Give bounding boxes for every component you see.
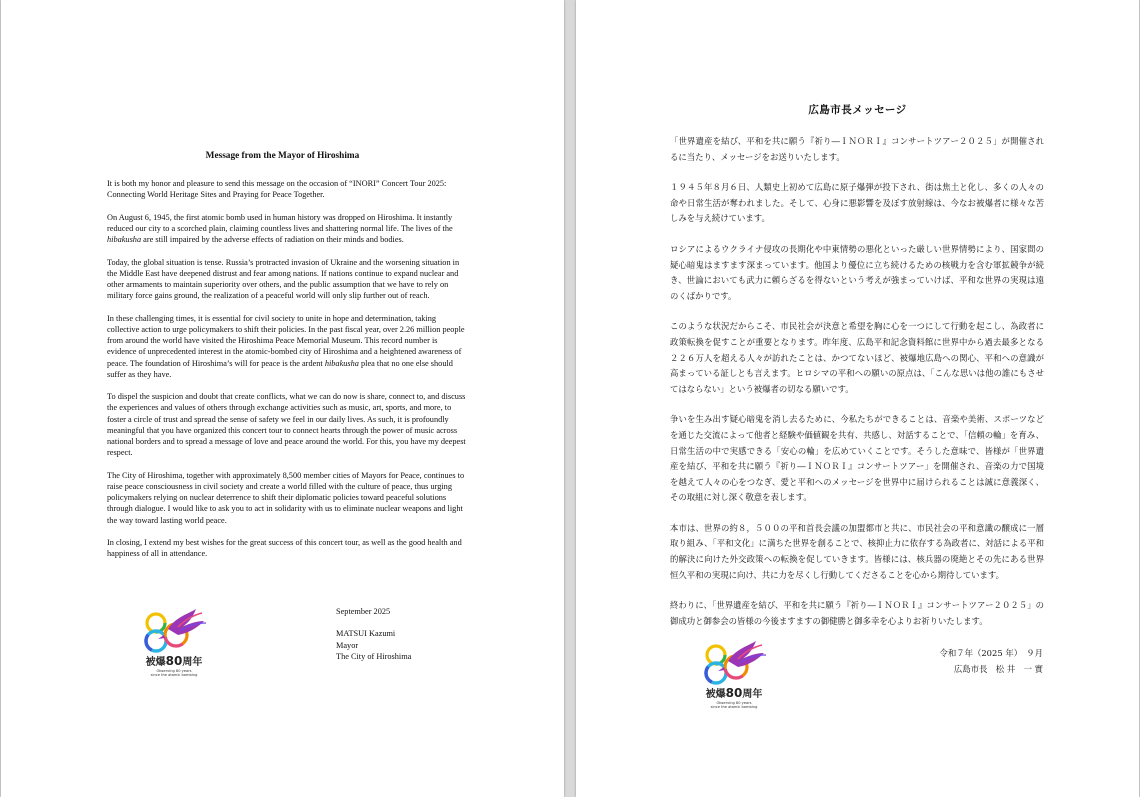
logo-subtitle <box>694 701 774 710</box>
peace-dove-icon <box>134 605 214 657</box>
english-p4-text-b: plea that no one else should suffer as they have. <box>107 358 453 379</box>
japanese-paragraph-4: このような状況だからこそ、市民社会が決意と希望を胸に心を一つにして行動を起こし、為政者に政策転換を促すことが重要となります。昨年度、広島平和記念資料館に世界中から過去最多となる２２６万人を超える人々が訪れたことは、かつてないほど、被爆地広島への関心、平和への意識が高まっている証しとも言えます。ヒロシマの平和への願いの原点は、「こんな思いは他の誰にもさせてはならない」という被爆者の切なる願いです。 <box>670 321 1044 394</box>
logo-text-hibaku: 被爆 <box>705 689 726 700</box>
logo-title <box>694 685 774 700</box>
english-body <box>107 178 469 571</box>
anniversary-logo <box>134 605 214 685</box>
english-p2-term: hibakusha <box>107 235 142 245</box>
english-city-name: The City of Hiroshima <box>336 651 412 661</box>
peace-dove-icon <box>694 637 774 689</box>
japanese-signature-block <box>939 646 1043 677</box>
english-paragraph-3: Today, the global situation is tense. Russia’s protracted invasion of Ukraine and the worsening situation in the Middle East have deepened distrust and fear among nations. If nations continue to expand nuclear and other armaments to maintain superiority over others, and the public assumption that we have to rely on military force gains ground, the realization of a peaceful world will only slip further out of reach. <box>107 257 460 301</box>
logo-text-shunen: 周年 <box>742 689 763 700</box>
japanese-date: 令和７年（2025 年） ９月 <box>939 648 1043 658</box>
logo-title <box>134 653 214 668</box>
japanese-body <box>670 134 1044 644</box>
english-mayor-role: Mayor <box>336 640 359 650</box>
english-signature-block <box>336 606 411 662</box>
japanese-paragraph-6: 本市は、世界の約８，５００の平和首長会議の加盟都市と共に、市民社会の平和意識の醸成に一層取り組み、「平和文化」に満ちた世界を創ることで、核抑止力に依存する為政者に、対話による平和的解決に向けた外交政策への転換を促していきます。皆様には、核兵器の廃絶とその先にある世界恒久平和の実現に向け、共に力を尽くし行動してくださることを心から期待しています。 <box>670 522 1044 580</box>
english-p4-text-a: In these challenging times, it is essential for civil society to unite in hope and determination, taking collective action to urge policymakers to shift their policies. In the past fiscal year, over 2.26 million people from around the world have visited the Hiroshima Peace Memorial Museum. This record number is evidence of unprecedented interest in the atomic-bombed city of Hiroshima and a heightened awareness of peace. The foundation of Hiroshima’s will for peace is the ardent <box>107 313 465 368</box>
logo-subtitle <box>134 669 214 678</box>
english-mayor-name: MATSUI Kazumi <box>336 629 396 639</box>
japanese-paragraph-7: 終わりに、「世界遺産を結び、平和を共に願う『祈り―ＩＮＯＲＩ』コンサートツアー２０２５」の御成功と御参会の皆様の今後ますますの御健勝と御多幸を心よりお祈りいたします。 <box>670 600 1044 626</box>
logo-subtitle-line-1: Observing 80 years <box>716 701 752 705</box>
english-paragraph-5: To dispel the suspicion and doubt that create conflicts, what we can do now is share, connect to, and discuss the experiences and values of others through exchange activities such as music, art, sports, and more, to foster a circle of trust and spread the sense of safety we feel in our daily lives. As such, it is profoundly meaningful that you have organized this concert tour to connect hearts through the power of music across national borders and to spread a message of love and peace around the world. For this, you have my deepest respect. <box>107 392 466 458</box>
logo-text-80: 80 <box>165 654 183 668</box>
japanese-signature: 広島市長 松 井 一 實 <box>953 663 1043 674</box>
logo-subtitle-line-2: since the atomic bombing <box>710 705 758 710</box>
logo-text-hibaku: 被爆 <box>145 657 166 668</box>
english-title: Message from the Mayor of Hiroshima <box>205 151 360 161</box>
japanese-page <box>576 0 1139 797</box>
japanese-title: 広島市長メッセージ <box>808 104 907 116</box>
english-p2-text-b: are still impaired by the adverse effects of radiation on their minds and bodies. <box>141 235 404 245</box>
spacer <box>336 617 411 628</box>
english-paragraph-7: In closing, I extend my best wishes for the great success of this concert tour, as well as the good health and happiness of all in attendance. <box>107 538 462 559</box>
english-date: September 2025 <box>336 607 391 616</box>
english-paragraph-1: It is both my honor and pleasure to send this message on the occasion of “INORI” Concert Tour 2025: Connecting World Heritage Sites and Praying for Peace Together. <box>107 179 447 200</box>
logo-text-80: 80 <box>725 686 743 700</box>
english-paragraph-4 <box>107 313 469 380</box>
english-paragraph-2 <box>107 212 469 246</box>
anniversary-logo <box>694 637 774 717</box>
english-paragraph-6: The City of Hiroshima, together with approximately 8,500 member cities of Mayors for Peace, continues to raise peace consciousness in civil society and create a world filled with the culture of peace, thus urging policymakers relying on nuclear deterrence to shift their diplomatic policies toward peaceful solutions through dialogue. I would like to ask you to act in solidarity with us to eliminate nuclear weapons and light the way toward lasting world peace. <box>107 470 465 525</box>
logo-text-shunen: 周年 <box>182 657 203 668</box>
english-p4-term: hibakusha <box>324 358 359 368</box>
japanese-paragraph-1: 「世界遺産を結び、平和を共に願う『祈り―ＩＮＯＲＩ』コンサートツアー２０２５」が開催されるに当たり、メッセージをお送りいたします。 <box>670 136 1044 162</box>
english-page <box>1 0 564 797</box>
english-p2-text-a: On August 6, 1945, the first atomic bomb used in human history was dropped on Hiroshima. It instantly reduced our city to a scorched plain, claiming countless lives and shattering normal life. The lives of the <box>107 212 453 233</box>
logo-subtitle-line-2: since the atomic bombing <box>150 673 198 678</box>
japanese-paragraph-2: １９４５年８月６日、人類史上初めて広島に原子爆弾が投下され、街は焦土と化し、多くの人々の命や日常生活が奪われました。そして、心身に悪影響を及ぼす放射線は、今なお被爆者に様々な苦しみを与え続けています。 <box>670 182 1044 224</box>
logo-subtitle-line-1: Observing 80 years <box>156 669 192 673</box>
japanese-paragraph-3: ロシアによるウクライナ侵攻の長期化や中東情勢の悪化といった厳しい世界情勢により、国家間の疑心暗鬼はますます深まっています。他国より優位に立ち続けるための核戦力を含む軍拡競争が続き、世論においても武力に頼らざるを得ないという考えが強まっていけば、平和な世界の実現は遠のくばかりです。 <box>670 243 1044 301</box>
japanese-paragraph-5: 争いを生み出す疑心暗鬼を消し去るために、今私たちができることは、音楽や美術、スポーツなどを通じた交流によって他者と経験や価値観を共有、共感し、対話することで、「信頼の輪」を育み、日常生活の中で実感できる「安心の輪」を広めていくことです。そうした意味で、皆様が「世界遺産を結び、平和を共に願う『祈り―ＩＮＯＲＩ』コンサートツアー」を開催され、音楽の力で国境を越えて人々の心をつなぎ、愛と平和へのメッセージを世界中に届けられることは誠に意義深く、その取組に対し深く敬意を表します。 <box>670 414 1044 503</box>
